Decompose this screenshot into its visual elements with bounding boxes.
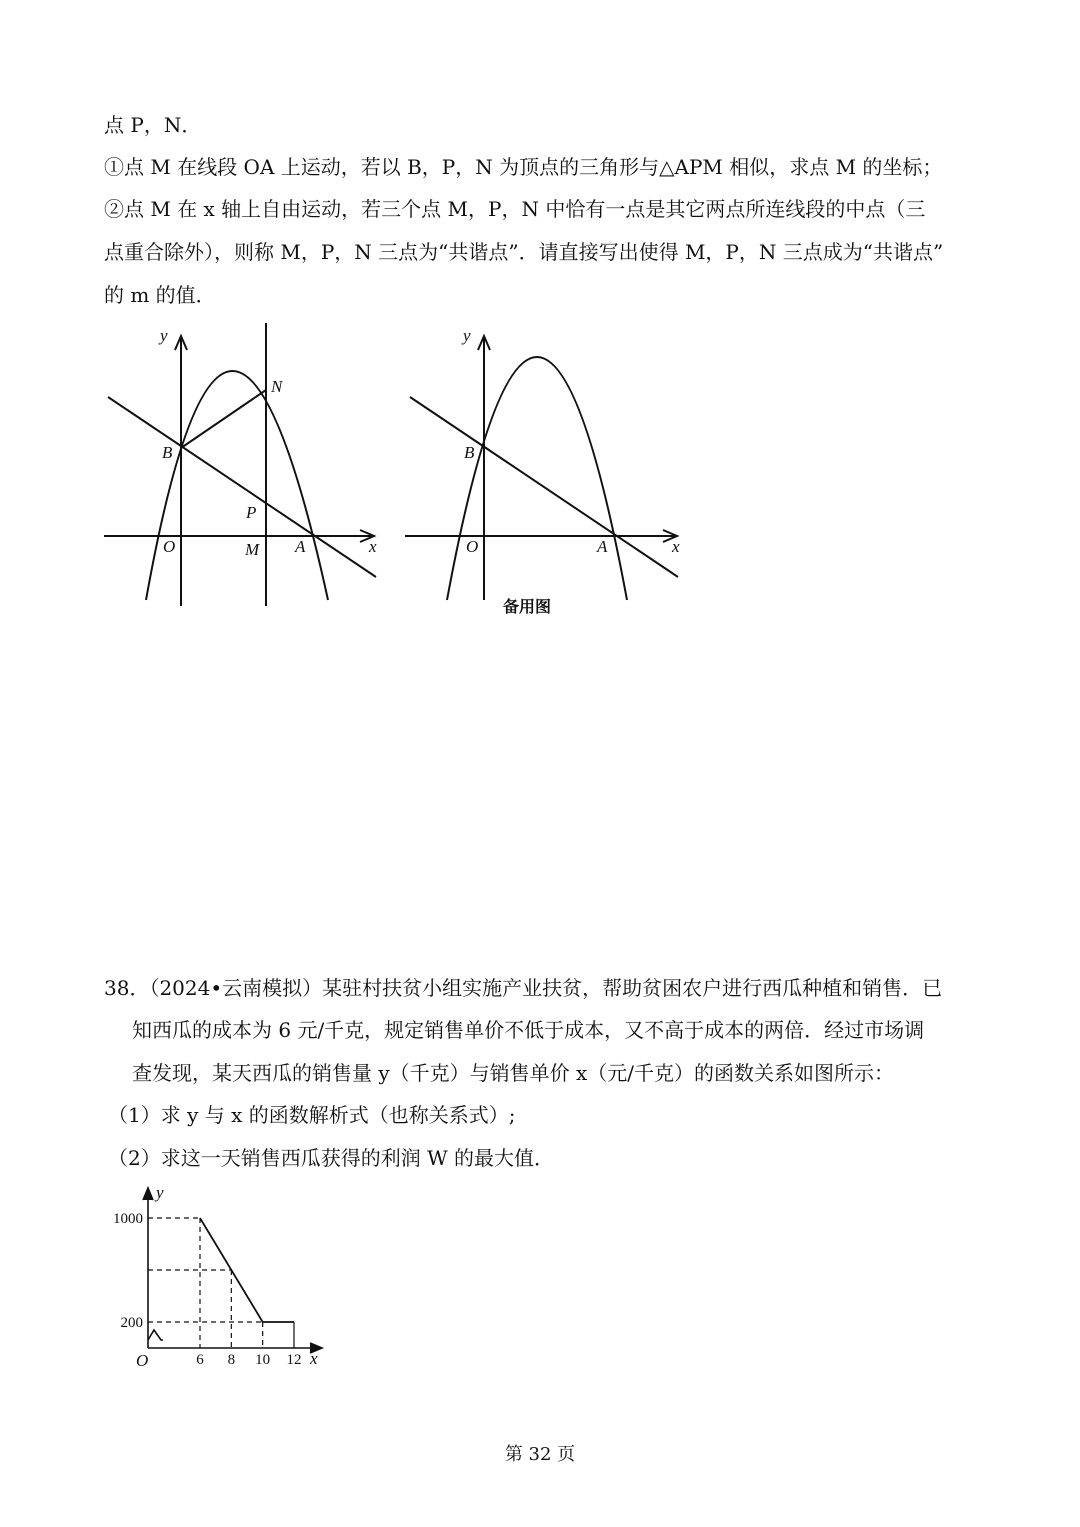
x-axis-label: x: [369, 537, 377, 556]
parabola-figure-backup: [405, 336, 678, 600]
origin-label: O: [163, 537, 176, 556]
question-1: （1）求 y 与 x 的函数解析式（也称关系式）;: [108, 1103, 516, 1127]
sales-chart: [95, 1180, 335, 1380]
point-n-label: N: [271, 377, 283, 396]
problem-38-line1: 38．（2024•云南模拟）某驻村扶贫小组实施产业扶贫，帮助贫困农户进行西瓜种植和销售．已: [104, 976, 943, 1000]
line-ba: [108, 397, 376, 577]
text-line: ②点 M 在 x 轴上自由运动，若三个点 M，P，N 中恰有一点是其它两点所连线段的中点（三: [104, 197, 926, 221]
x-tick-label: 12: [286, 1352, 302, 1368]
parabola-curve: [146, 371, 328, 600]
point-b-label: B: [162, 443, 173, 462]
point-b-label: B: [464, 443, 475, 462]
figure-caption: 备用图: [503, 597, 552, 616]
point-a-label: A: [295, 537, 306, 556]
y-axis-arrow: [143, 1188, 153, 1200]
x-axis-label: x: [310, 1349, 318, 1368]
origin-label: O: [466, 537, 479, 556]
axis-break: [148, 1330, 163, 1340]
text-line: 点重合除外），则称 M，P，N 三点为“共谐点”．请直接写出使得 M，P，N 三点成为“共谐点”: [104, 240, 944, 264]
y-axis-label: y: [160, 326, 168, 345]
y-axis-label: y: [156, 1183, 164, 1202]
x-axis-label: x: [672, 537, 680, 556]
question-2: （2）求这一天销售西瓜获得的利润 W 的最大值．: [108, 1146, 554, 1170]
problem-38-line3: 查发现，某天西瓜的销售量 y（千克）与销售单价 x（元/千克）的函数关系如图所示：: [132, 1061, 895, 1085]
x-tick-label: 8: [227, 1352, 236, 1368]
x-tick-label: 6: [196, 1352, 204, 1368]
text-line: ①点 M 在线段 OA 上运动，若以 B，P，N 为顶点的三角形与△APM 相似，求点 M 的坐标；: [104, 155, 943, 179]
y-tick-label: 200: [120, 1315, 143, 1331]
point-p-label: P: [246, 503, 257, 522]
page-footer: 第 32 页: [504, 1444, 576, 1465]
segment-bn: [181, 390, 266, 448]
point-a-label: A: [597, 537, 608, 556]
parabola-figure-main: [0, 0, 1080, 640]
text-line: 点 P，N．: [104, 113, 202, 137]
text-line: 的 m 的值．: [104, 283, 216, 307]
x-tick-label: 10: [255, 1352, 271, 1368]
y-tick-label: 1000: [113, 1211, 143, 1227]
problem-38-line2: 知西瓜的成本为 6 元/千克，规定销售单价不低于成本，又不高于成本的两倍．经过市场调: [132, 1018, 925, 1042]
point-m-label: M: [245, 540, 260, 559]
origin-label: O: [136, 1351, 149, 1370]
y-axis-label: y: [463, 326, 471, 345]
